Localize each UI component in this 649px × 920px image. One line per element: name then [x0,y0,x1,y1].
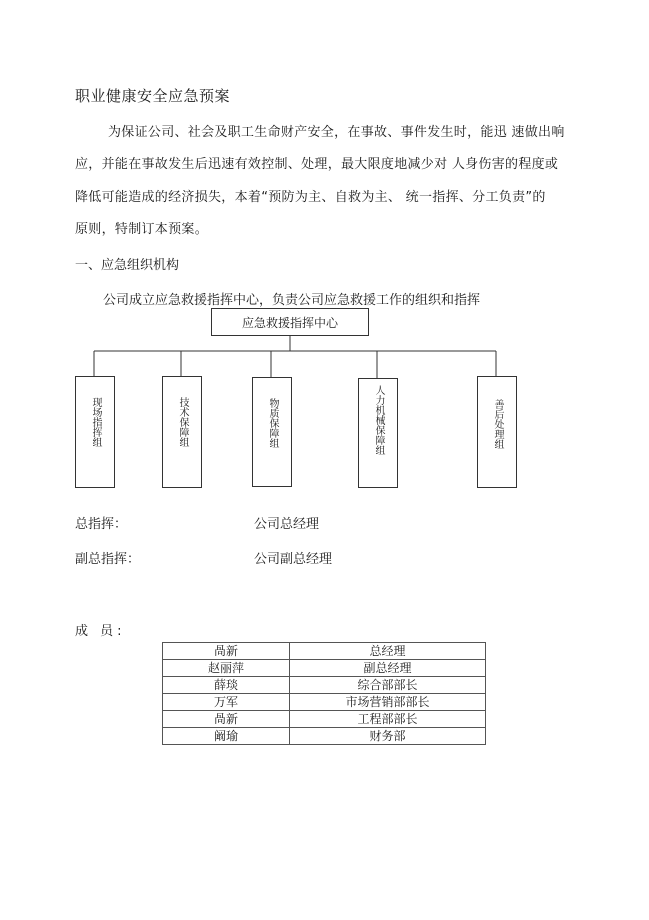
org-center-label: 应急救援指挥中心 [241,315,338,330]
member-name: 万军 [163,694,290,711]
paragraph-line-2: 应，并能在事故发生后迅速有效控制、处理，最大限度地减少对 人身伤害的程度或 [75,157,559,172]
deputy-value: 公司副总经理 [254,552,333,567]
member-name: 阚瑜 [163,728,290,745]
table-row [163,711,486,728]
org-group-box-1 [75,376,115,488]
org-intro: 公司成立应急救援指挥中心，负责公司应急救援工作的组织和指挥 [103,293,481,308]
deputy-label: 副总指挥： [75,552,141,567]
org-group-box-2 [162,376,202,488]
table-row [163,728,486,745]
member-role: 副总经理 [290,660,486,677]
table-row [163,660,486,677]
members-table [162,642,486,745]
table-row [163,643,486,660]
member-name: 咼新 [163,711,290,728]
member-role: 总经理 [290,643,486,660]
org-center-box [211,308,369,336]
org-group-box-5 [477,376,517,488]
paragraph-line-1: 为保证公司、社会及职工生命财产安全，在事故、事件发生时，能迅 速做出响 [108,125,565,140]
org-group-label-1: 现场指挥组 [90,397,101,447]
org-group-label-3: 物质保障组 [267,398,278,448]
member-role: 工程部部长 [290,711,486,728]
member-role: 市场营销部部长 [290,694,486,711]
section-heading: 一、应急组织机构 [75,258,180,273]
member-name: 赵丽萍 [163,660,290,677]
org-group-label-4: 人力机械保障组 [373,385,384,455]
member-role: 财务部 [290,728,486,745]
chief-label: 总指挥： [75,517,128,532]
paragraph-line-4: 原则，特制订本预案。 [75,222,209,237]
org-group-label-2: 技术保障组 [177,397,188,447]
member-role: 综合部部长 [290,677,486,694]
member-name: 咼新 [163,643,290,660]
document-title: 职业健康安全应急预案 [75,87,231,105]
org-group-box-3 [252,377,292,487]
org-group-label-5: 善后处理组 [492,399,503,449]
table-row [163,694,486,711]
chief-value: 公司总经理 [254,517,320,532]
paragraph-line-3: 降低可能造成的经济损失，本着“预防为主、自救为主、 统一指挥、分工负责”的 [75,190,546,205]
org-group-box-4 [358,378,398,488]
members-label: 成 员: [75,624,126,639]
table-row [163,677,486,694]
member-name: 薛琰 [163,677,290,694]
